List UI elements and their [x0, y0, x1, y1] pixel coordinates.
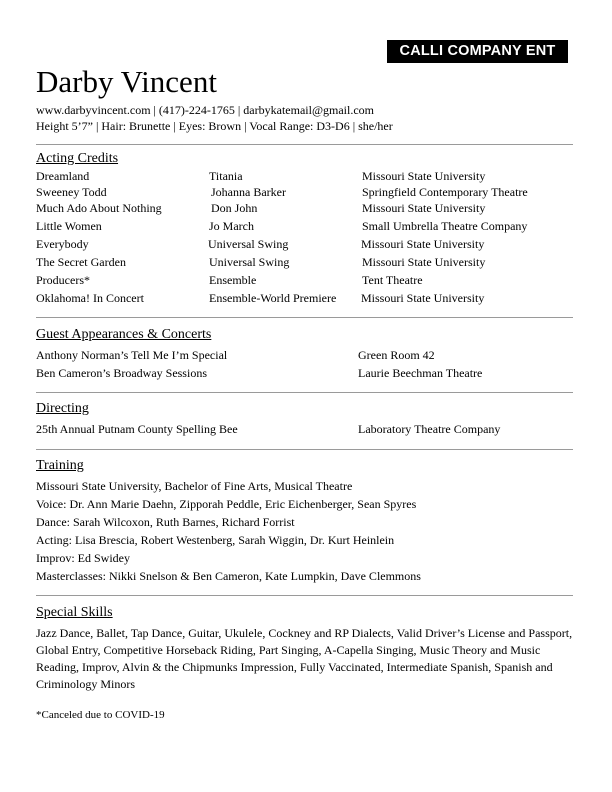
- credit-venue: Missouri State University: [361, 291, 485, 305]
- credit-venue: Tent Theatre: [362, 273, 423, 287]
- performer-name: Darby Vincent: [36, 64, 217, 99]
- credit-show: The Secret Garden: [36, 255, 126, 269]
- guest-venue: Laurie Beechman Theatre: [358, 366, 483, 380]
- directing-venue: Laboratory Theatre Company: [358, 422, 501, 436]
- training-line: Voice: Dr. Ann Marie Daehn, Zipporah Peddle, Eric Eichenberger, Sean Spyres: [36, 497, 417, 511]
- credit-venue: Missouri State University: [362, 255, 486, 269]
- training-line: Improv: Ed Swidey: [36, 551, 130, 565]
- credit-venue: Missouri State University: [362, 201, 486, 215]
- guest-venue: Green Room 42: [358, 348, 435, 362]
- credit-venue: Springfield Contemporary Theatre: [362, 185, 528, 199]
- credit-venue: Missouri State University: [362, 169, 486, 183]
- credit-role: Ensemble: [209, 273, 257, 287]
- credit-role: Titania: [209, 169, 243, 183]
- contact-info: www.darbyvincent.com | (417)-224-1765 | darbykatemail@gmail.com: [36, 103, 374, 117]
- training-line: Masterclasses: Nikki Snelson & Ben Cameron, Kate Lumpkin, Dave Clemmons: [36, 569, 421, 583]
- divider: [36, 595, 573, 596]
- credit-show: Little Women: [36, 219, 102, 233]
- divider: [36, 317, 573, 318]
- training-line: Acting: Lisa Brescia, Robert Westenberg, Sarah Wiggin, Dr. Kurt Heinlein: [36, 533, 395, 547]
- credit-role: Universal Swing: [208, 237, 289, 251]
- credit-role: Ensemble-World Premiere: [209, 291, 337, 305]
- directing-show: 25th Annual Putnam County Spelling Bee: [36, 422, 238, 436]
- training-line: Dance: Sarah Wilcoxon, Ruth Barnes, Richard Forrist: [36, 515, 295, 529]
- credit-show: Sweeney Todd: [36, 185, 107, 199]
- acting-credits-heading: Acting Credits: [36, 151, 119, 166]
- divider: [36, 392, 573, 393]
- credit-show: Everybody: [36, 237, 89, 251]
- guest-event: Anthony Norman’s Tell Me I’m Special: [36, 348, 228, 362]
- training-line: Missouri State University, Bachelor of Fine Arts, Musical Theatre: [36, 479, 353, 493]
- credit-venue: Missouri State University: [361, 237, 485, 251]
- credit-role: Johanna Barker: [211, 185, 286, 199]
- credit-show: Dreamland: [36, 169, 90, 183]
- directing-heading: Directing: [36, 401, 89, 416]
- physical-stats: Height 5’7” | Hair: Brunette | Eyes: Brown | Vocal Range: D3-D6 | she/her: [36, 119, 393, 133]
- divider: [36, 144, 573, 145]
- credit-show: Oklahoma! In Concert: [36, 291, 144, 305]
- credit-venue: Small Umbrella Theatre Company: [362, 219, 528, 233]
- credit-role: Universal Swing: [209, 255, 290, 269]
- training-heading: Training: [36, 458, 84, 473]
- credit-show: Producers*: [36, 273, 90, 287]
- credit-role: Jo March: [209, 219, 254, 233]
- guest-event: Ben Cameron’s Broadway Sessions: [36, 366, 207, 380]
- footnote: *Canceled due to COVID-19: [36, 709, 165, 721]
- special-skills-heading: Special Skills: [36, 605, 113, 620]
- special-skills-text: Jazz Dance, Ballet, Tap Dance, Guitar, Ukulele, Cockney and RP Dialects, Valid Driver’s License and Passport, Global Entry, Competitive Horseback Riding, Part Singing, A-Capella Singing, Music Theory and Music Reading, Improv, Alvin & the Chipmunks Impression, Fully Vaccinated, Intermediate Spanish, Spanish and Criminology Minors: [36, 626, 573, 691]
- divider: [36, 449, 573, 450]
- credit-show: Much Ado About Nothing: [36, 201, 162, 215]
- agency-logo: CALLI COMPANY ENT: [387, 40, 568, 63]
- credit-role: Don John: [211, 201, 258, 215]
- guest-appearances-heading: Guest Appearances & Concerts: [36, 327, 212, 342]
